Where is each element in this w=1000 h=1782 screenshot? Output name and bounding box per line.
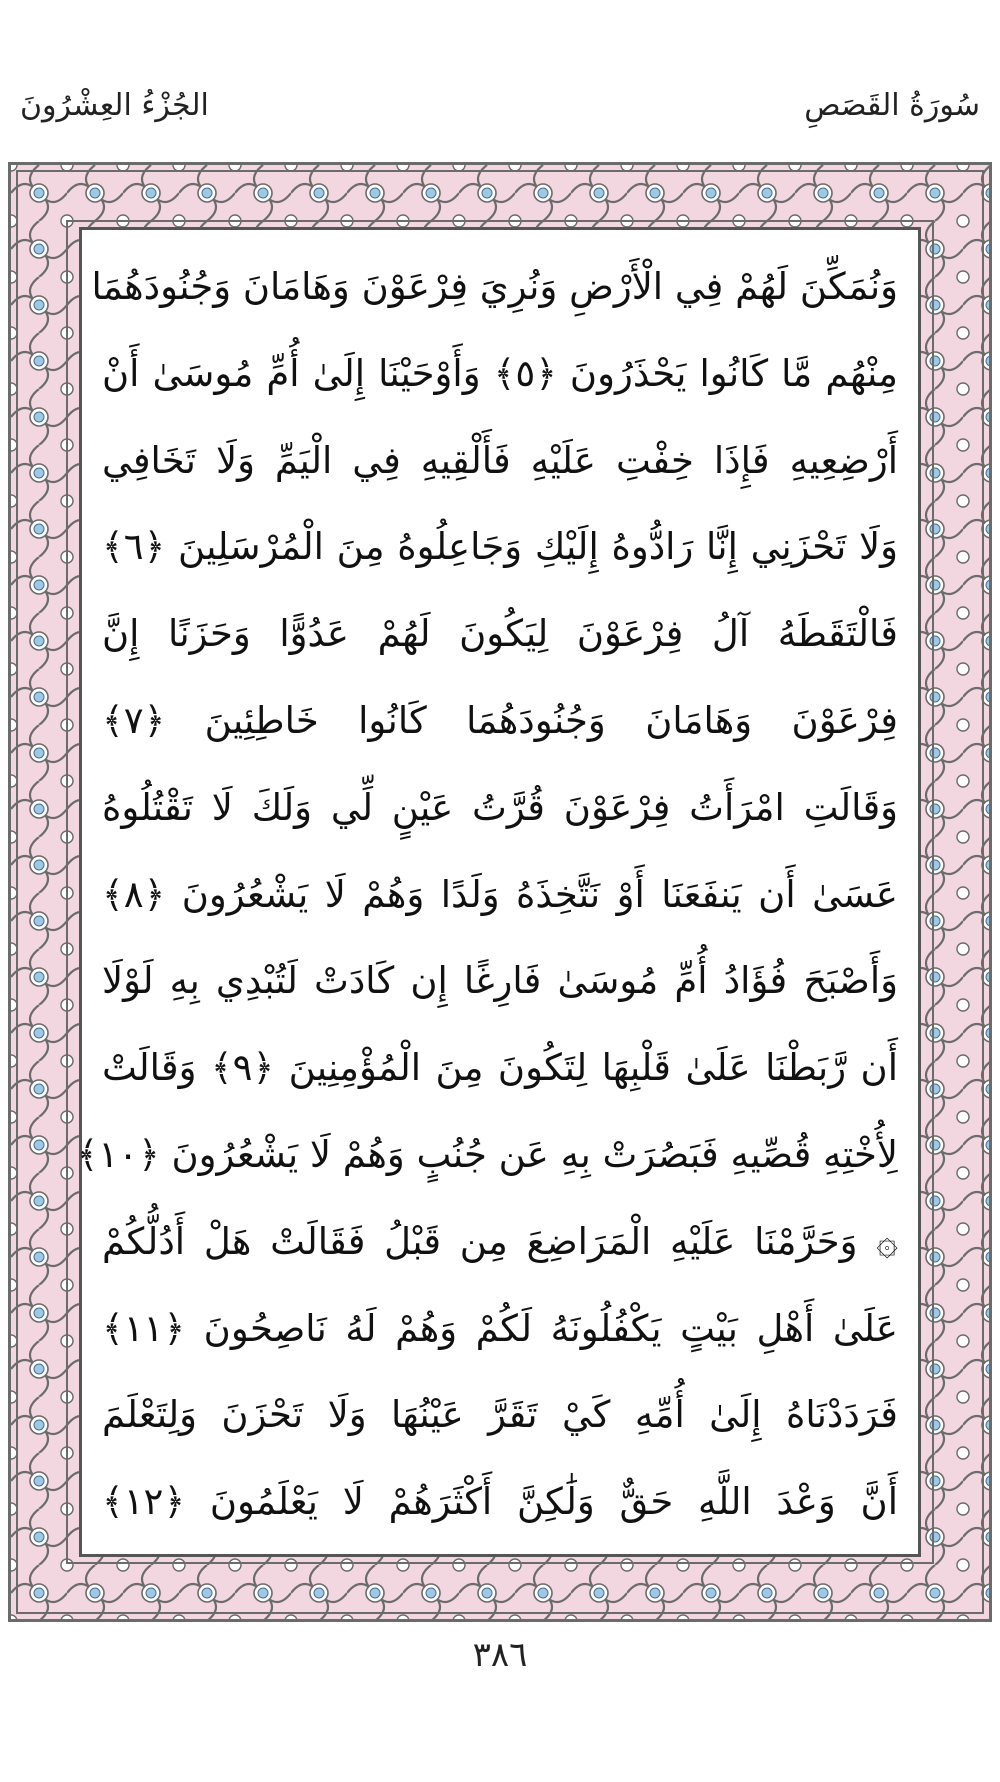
verse-line: وَأَصْبَحَ فُؤَادُ أُمِّ مُوسَىٰ فَارِغًا إِن كَادَتْ لَتُبْدِي بِهِ لَوْلَا: [102, 959, 898, 1003]
surah-name: سُورَةُ القَصَصِ: [804, 88, 980, 123]
ornamental-frame: [8, 162, 992, 1622]
verse-line: وَلَا تَحْزَنِي إِنَّا رَادُّوهُ إِلَيْكِ وَجَاعِلُوهُ مِنَ الْمُرْسَلِينَ ﴿٦﴾: [102, 525, 898, 569]
verse-line: أَرْضِعِيهِ فَإِذَا خِفْتِ عَلَيْهِ فَأَلْقِيهِ فِي الْيَمِّ وَلَا تَخَافِي: [102, 438, 898, 482]
verse-lines: [76, 244, 898, 1540]
page-header: [20, 88, 980, 138]
page-number: ٣٨٦: [472, 1635, 528, 1675]
verse-line: وَقَالَتِ امْرَأَتُ فِرْعَوْنَ قُرَّتُ عَيْنٍ لِّي وَلَكَ لَا تَقْتُلُوهُ: [102, 785, 898, 829]
verse-line: فَرَدَدْنَاهُ إِلَىٰ أُمِّهِ كَيْ تَقَرَّ عَيْنُهَا وَلَا تَحْزَنَ وَلِتَعْلَمَ: [102, 1393, 898, 1437]
verse-line: عَسَىٰ أَن يَنفَعَنَا أَوْ نَتَّخِذَهُ وَلَدًا وَهُمْ لَا يَشْعُرُونَ ﴿٨﴾: [102, 872, 898, 916]
juz-name: الجُزْءُ العِشْرُونَ: [20, 88, 209, 123]
verse-line: فَالْتَقَطَهُ آلُ فِرْعَوْنَ لِيَكُونَ لَهُمْ عَدُوًّا وَحَزَنًا إِنَّ: [102, 612, 898, 656]
verse-line: أَنَّ وَعْدَ اللَّهِ حَقٌّ وَلَٰكِنَّ أَكْثَرَهُمْ لَا يَعْلَمُونَ ﴿١٢﴾: [102, 1480, 898, 1524]
verse-line: عَلَىٰ أَهْلِ بَيْتٍ يَكْفُلُونَهُ لَكُمْ وَهُمْ لَهُ نَاصِحُونَ ﴿١١﴾: [102, 1306, 898, 1350]
verse-line: مِنْهُم مَّا كَانُوا يَحْذَرُونَ ﴿٥﴾ وَأَوْحَيْنَا إِلَىٰ أُمِّ مُوسَىٰ أَنْ: [102, 351, 898, 395]
verse-line: فِرْعَوْنَ وَهَامَانَ وَجُنُودَهُمَا كَانُوا خَاطِئِينَ ﴿٧﴾: [102, 698, 898, 742]
verse-line: ۞ وَحَرَّمْنَا عَلَيْهِ الْمَرَاضِعَ مِن قَبْلُ فَقَالَتْ هَلْ أَدُلُّكُمْ: [102, 1219, 898, 1263]
verse-line: أَن رَّبَطْنَا عَلَىٰ قَلْبِهَا لِتَكُونَ مِنَ الْمُؤْمِنِينَ ﴿٩﴾ وَقَالَتْ: [102, 1046, 898, 1090]
text-panel: [76, 227, 921, 1557]
verse-line: لِأُخْتِهِ قُصِّيهِ فَبَصُرَتْ بِهِ عَن جُنُبٍ وَهُمْ لَا يَشْعُرُونَ ﴿١٠﴾: [76, 1132, 898, 1176]
verse-line: وَنُمَكِّنَ لَهُمْ فِي الْأَرْضِ وَنُرِيَ فِرْعَوْنَ وَهَامَانَ وَجُنُودَهُمَا: [91, 265, 898, 308]
